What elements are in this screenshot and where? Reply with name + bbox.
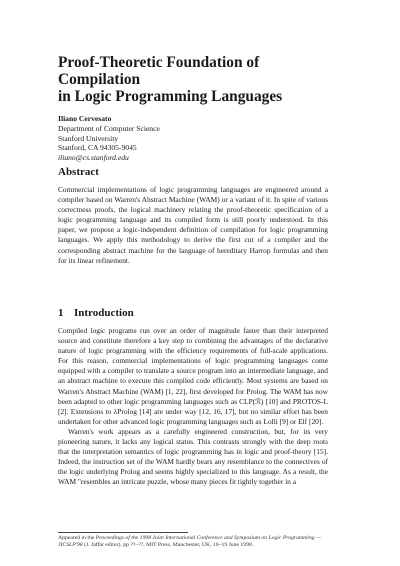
abstract-text: Commercial implementations of logic programming languages are engineered around a compiler based on Warren's Abstract Machine (WAM) or a variant of it. In spite of various correctness proofs, the logical machinery relating the proof-theoretic specification of a logic programming language and its compiled form is still poorly understood. In this paper, we propose a logic-independent definition of compilation for logic programming languages. We apply this methodology to derive the first cut of a compiler and the corresponding abstract machine for the language of hereditary Harrop formulas and then for its linear refinement. <box>58 185 328 265</box>
body-paragraph: Compiled logic programs run over an order of magnitude faster than their interpreted source and constitute therefore a key step to combining the advantages of the declarative nature of logic programming with the efficiency requirements of full-scale applications. For this reason, commercial implementations of logic programming languages come equipped with a compiler to translate a source program into an intermediate language, and an abstract machine to execute this compiled code efficiently. Most systems are based on Warren's Abstract Machine (WAM) [1, 22], first developed for Prolog. The WAM has now been adapted to other logic programming languages such as CLP(ℛ) [10] and PROTOS-L [2]. Extensions to λProlog [14] are under way [12, 16, 17], but no similar effort has been undertaken for other advanced logic programming languages such as Lolli [9] or Elf [20]. <box>58 326 328 426</box>
introduction-section <box>58 326 328 488</box>
footnote-rule <box>58 532 188 533</box>
author-block <box>58 114 328 163</box>
abstract-heading: Abstract <box>58 166 99 178</box>
abstract-section <box>58 185 328 266</box>
footnote-venue: Proceedings of the 1998 Joint International Conference and Symposium on Logic Programming — JICSLP'98 <box>58 535 322 549</box>
author-address: Stanford, CA 94305-9045 <box>58 143 137 153</box>
title-line: Compilation <box>58 71 141 88</box>
footnote-rest: (J. Jaffar editor), pp ??–??, MIT Press, Manchester, UK, 16–19 June 1998. <box>82 542 254 549</box>
author-name: Iliano Cervesato <box>58 114 112 123</box>
footnote-lead: Appeared in the <box>58 535 96 541</box>
section-number: 1 <box>58 307 64 319</box>
body-paragraph: Warren's work appears as a carefully engineered construction, but, for its very pioneering nature, it lacks any logical status. This contrasts strongly with the deep roots that the interpretation semantics of logic programming has in logic and proof-theory [15]. Indeed, the instruction set of the WAM hardly bears any resemblance to the connectives of the logic underlying Prolog and seems highly specialized to this language. As a result, the WAM "resembles an intricate puzzle, whose many pieces fit tightly together in a <box>58 426 328 487</box>
section-title: Introduction <box>74 307 134 319</box>
footnote <box>58 535 340 549</box>
author-university: Stanford University <box>58 133 119 143</box>
title-line: in Logic Programming Languages <box>58 88 283 105</box>
author-dept: Department of Computer Science <box>58 123 160 133</box>
author-email: iliano@cs.stanford.edu <box>58 153 129 163</box>
title-line: Proof-Theoretic Foundation of <box>58 54 260 71</box>
section-heading <box>58 307 134 319</box>
paper-title <box>58 54 328 105</box>
